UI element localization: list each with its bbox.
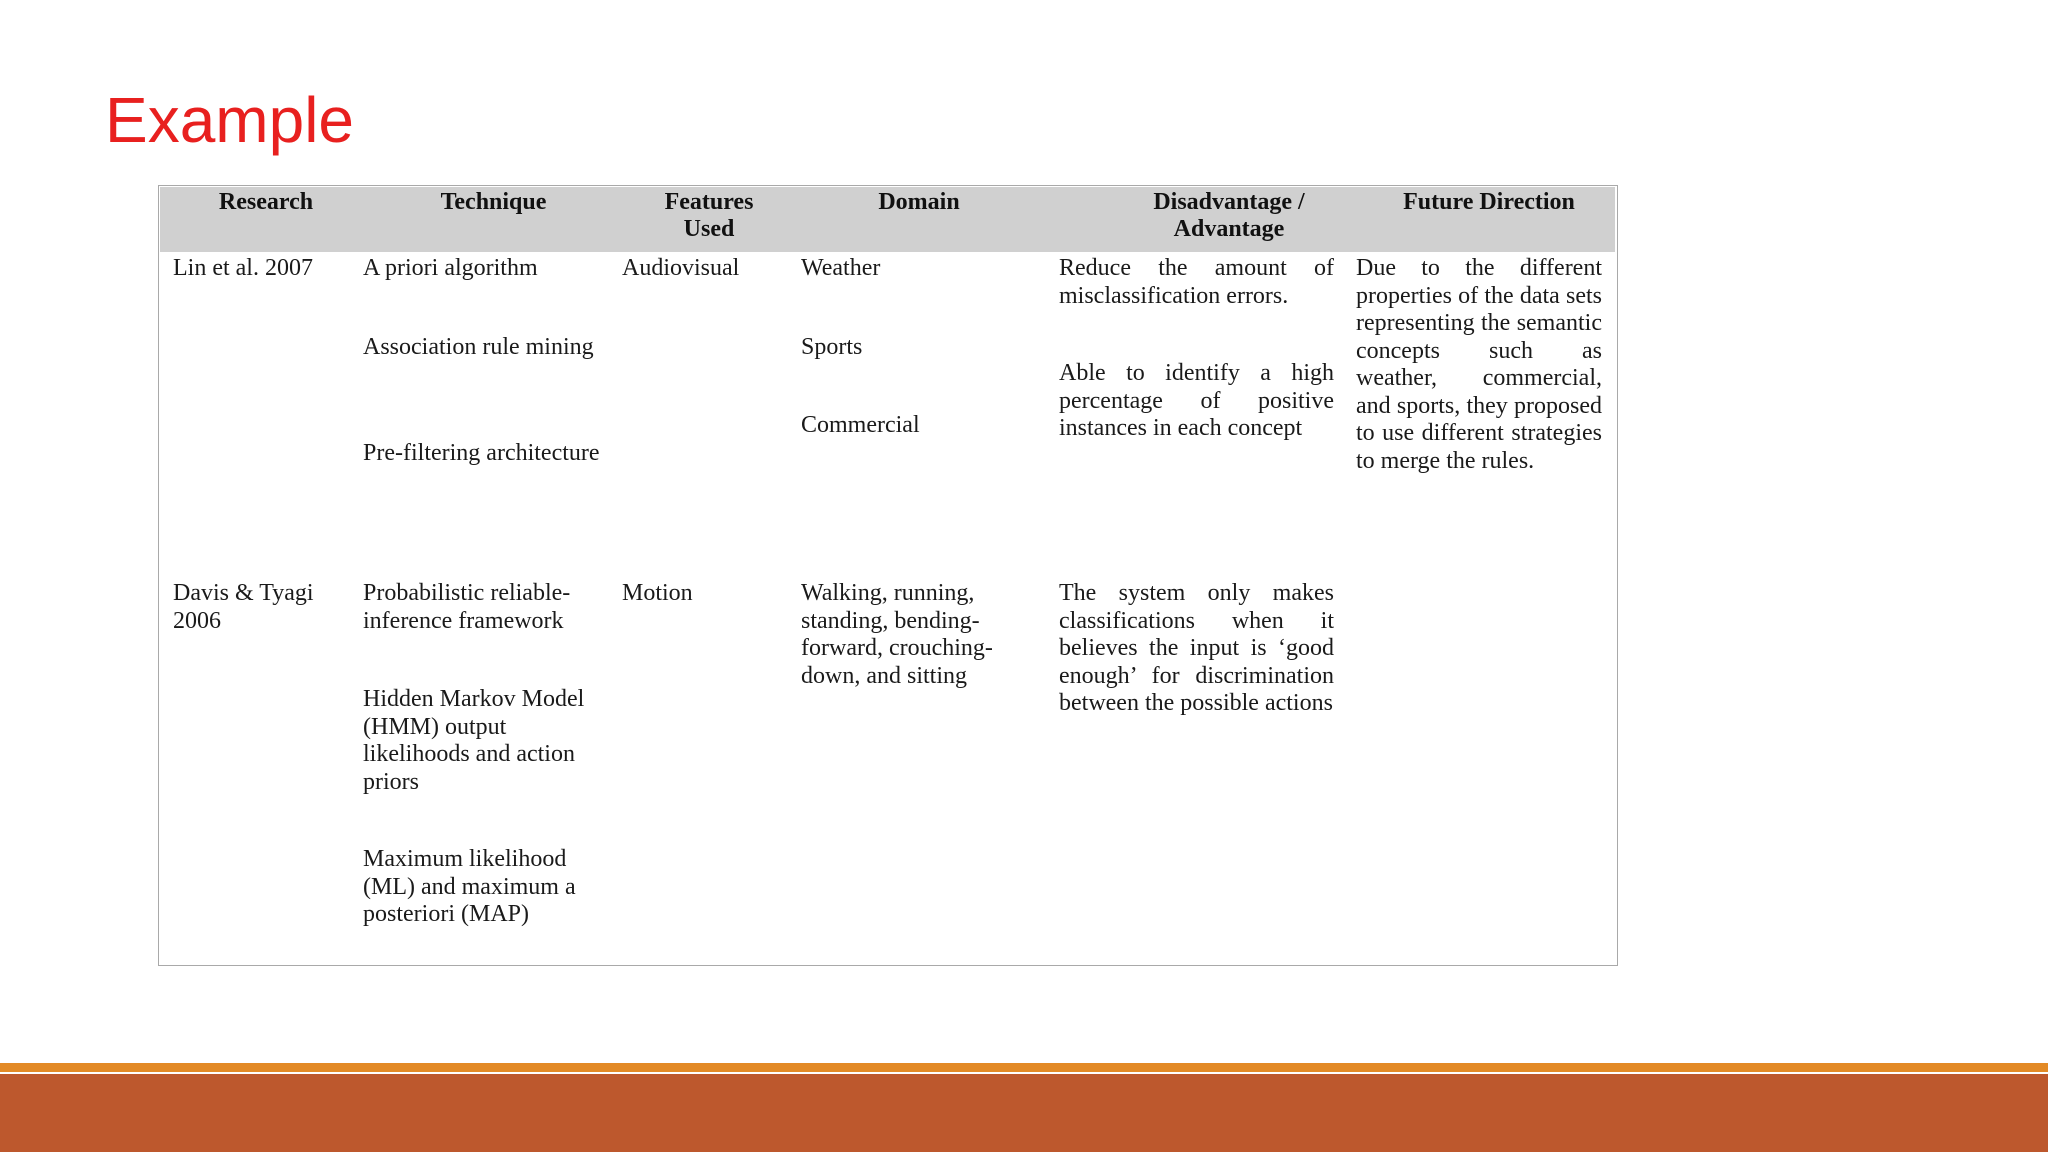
row2-features: Motion xyxy=(622,580,693,606)
header-features-line2: Used xyxy=(683,216,735,242)
header-features-used xyxy=(629,189,789,243)
row1-research: Lin et al. 2007 xyxy=(173,255,313,281)
header-features-line1: Features xyxy=(664,189,754,215)
row1-domain-2: Sports xyxy=(801,334,863,360)
row1-disadvantage-2: Able to identify a high percentage of positive instances in each concept xyxy=(1059,360,1334,441)
header-domain: Domain xyxy=(878,189,960,215)
header-technique: Technique xyxy=(440,189,547,215)
row1-domain-1: Weather xyxy=(801,255,881,281)
row1-future-direction: Due to the different properties of the data sets representing the semantic concepts such as weather, commercial, and sports, they proposed to use different strategies to merge the rules. xyxy=(1356,255,1602,474)
header-disadvantage-line2: Advantage xyxy=(1173,216,1285,242)
row1-technique-2: Association rule mining xyxy=(363,334,594,360)
footer-accent-line xyxy=(0,1063,2048,1072)
row1-disadvantage-1: Reduce the amount of misclassification errors. xyxy=(1059,255,1334,309)
row2-technique-3: Maximum likelihood (ML) and maximum a posteriori (MAP) xyxy=(363,846,576,927)
row1-domain-3: Commercial xyxy=(801,412,920,438)
header-future-direction: Future Direction xyxy=(1403,189,1575,215)
header-disadvantage-line1: Disadvantage / xyxy=(1153,189,1305,215)
row2-technique-2: Hidden Markov Model (HMM) output likelihoods and action priors xyxy=(363,686,585,795)
header-disadvantage-advantage xyxy=(1089,189,1369,243)
row2-technique-1: Probabilistic reliable-inference framework xyxy=(363,580,571,634)
row2-domain-1: Walking, running, standing, bending-forward, crouching-down, and sitting xyxy=(801,580,993,689)
row1-technique-1: A priori algorithm xyxy=(363,255,538,281)
comparison-table xyxy=(158,185,1618,966)
row1-technique-3: Pre-filtering architecture xyxy=(363,440,600,466)
slide-title: Example xyxy=(105,84,354,156)
header-research: Research xyxy=(218,189,314,215)
row2-research: Davis & Tyagi 2006 xyxy=(173,580,314,634)
row2-disadvantage-1: The system only makes classifications when it believes the input is ‘good enough’ for discrimination between the possible actions xyxy=(1059,580,1334,716)
row1-features: Audiovisual xyxy=(622,255,740,281)
footer-bar xyxy=(0,1074,2048,1152)
